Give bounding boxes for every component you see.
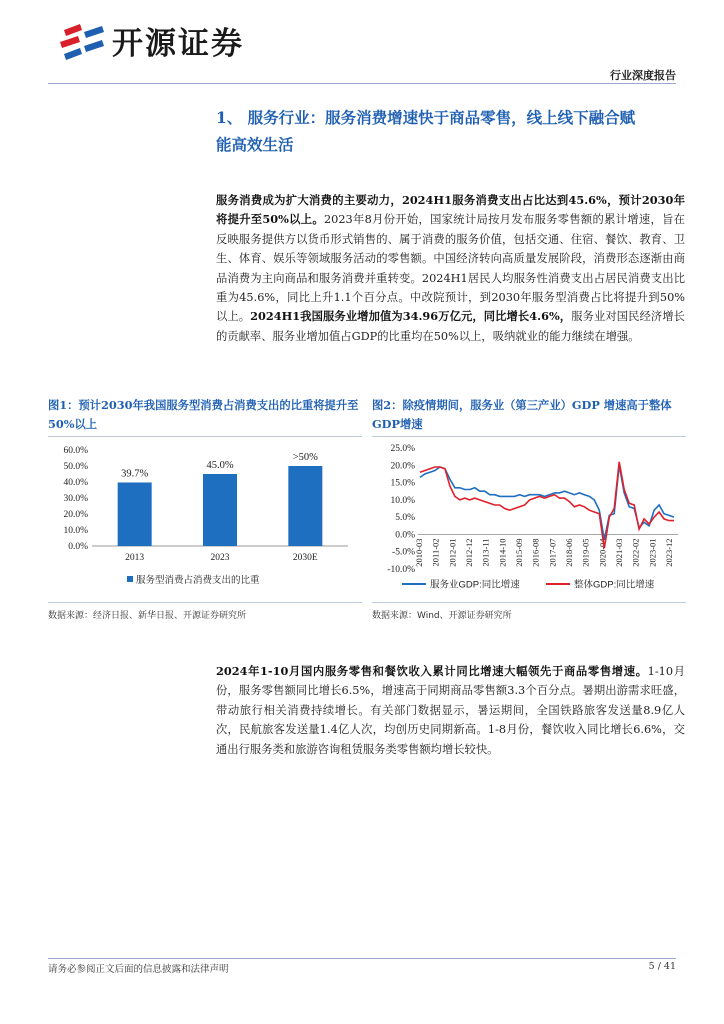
y-tick-label: 5.0% xyxy=(395,513,415,524)
x-tick-label: 2014-10 xyxy=(497,538,508,567)
figure2-line-chart xyxy=(372,438,686,598)
data-label: >50% xyxy=(292,452,318,463)
y-tick-label: 25.0% xyxy=(390,444,415,454)
legend-swatch xyxy=(127,576,133,582)
paragraph-body: 2023年8月份开始，国家统计局按月发布服务零售额的累计增速，旨在反映服务提供方以货币形式销售的、属于消费的服务价值，包括交通、住宿、餐饮、教育、卫生、体育、娱乐等领域服务活动的零售额。中国经济转向高质量发展阶段，消费形态逐渐由商品消费为主向商品和服务消费并重转变。2024H1居民人均服务性消费支出占居民消费支出比重为45.6%，同比上升1.1个百分点。中改院预计，到2030年服务型消费占比将提升到50%以上。 xyxy=(216,213,685,324)
section-title: 1、 服务行业：服务消费增速快于商品零售，线上线下融合赋 xyxy=(216,108,636,127)
paragraph-service-consumption xyxy=(216,191,685,346)
header-divider xyxy=(48,83,676,84)
legend-label: 服务业GDP:同比增速 xyxy=(430,579,520,591)
x-tick-label: 2016-08 xyxy=(530,538,541,567)
disclaimer-note: 请务必参阅正文后面的信息披露和法律声明 xyxy=(48,964,229,975)
report-type-label: 行业深度报告 xyxy=(610,69,676,82)
legend-label: 整体GDP:同比增速 xyxy=(574,579,655,591)
x-tick-label: 2023-01 xyxy=(647,538,658,567)
figure1-bottom-rule xyxy=(48,602,362,603)
logo-text: 开源证券 xyxy=(112,26,244,62)
footer-divider xyxy=(48,958,676,959)
data-label: 39.7% xyxy=(121,468,149,480)
section-title-continued: 能高效生活 xyxy=(216,135,294,154)
x-tick-label: 2023-12 xyxy=(664,538,674,567)
bar xyxy=(203,474,237,546)
series-line xyxy=(420,465,674,539)
bar xyxy=(118,482,152,546)
page-number: 5 / 41 xyxy=(648,961,676,972)
y-tick-label: 10.0% xyxy=(390,495,415,506)
series-line xyxy=(420,462,674,549)
figure1-source: 数据来源：经济日报、新华日报、开源证券研究所 xyxy=(48,611,247,621)
paragraph-lead: 服务消费成为扩大消费的主要动力，2024H1服务消费支出占比达到45.6%，预计2030年将提升至50%以上。 xyxy=(216,193,685,227)
x-tick-label: 2012-12 xyxy=(464,538,474,567)
paragraph-highlight: 2024H1我国服务业增加值为34.96万亿元，同比增长4.6%， xyxy=(250,309,572,324)
x-tick-label: 2012-01 xyxy=(447,538,458,567)
x-tick-label: 2020-04 xyxy=(597,538,608,567)
y-tick-label: 10.0% xyxy=(63,526,88,536)
figure2-top-rule xyxy=(372,436,686,437)
figure2-source: 数据来源：Wind、开源证券研究所 xyxy=(372,611,512,621)
y-tick-label: 20.0% xyxy=(390,461,415,472)
figure2-bottom-rule xyxy=(372,602,686,603)
y-tick-label: 0.0% xyxy=(395,530,415,541)
y-tick-label: 40.0% xyxy=(63,478,88,488)
figure1-top-rule xyxy=(48,436,362,437)
x-tick-label: 2015-09 xyxy=(514,538,524,567)
x-tick-label: 2023 xyxy=(210,553,230,563)
figure2-title: 图2：除疫情期间，服务业（第三产业）GDP 增速高于整体GDP增速 xyxy=(372,398,672,431)
figure1-bar-chart xyxy=(48,438,362,598)
x-tick-label: 2013 xyxy=(125,553,145,563)
y-tick-label: 0.0% xyxy=(68,542,88,552)
x-tick-label: 2019-05 xyxy=(580,538,591,567)
y-tick-label: 60.0% xyxy=(63,446,88,456)
bar xyxy=(288,466,322,546)
y-tick-label: 50.0% xyxy=(63,462,88,472)
x-tick-label: 2030E xyxy=(292,553,318,563)
x-tick-label: 2022-02 xyxy=(630,538,641,567)
paragraph-lead: 2024年1-10月国内服务零售和餐饮收入累计同比增速大幅领先于商品零售增速。 xyxy=(216,664,648,678)
paragraph-retail-growth xyxy=(216,662,685,759)
x-tick-label: 2017-07 xyxy=(547,538,558,567)
y-tick-label: -10.0% xyxy=(387,565,415,575)
x-tick-label: 2013-11 xyxy=(480,538,491,567)
x-tick-label: 2018-06 xyxy=(564,538,574,567)
y-tick-label: -5.0% xyxy=(392,547,415,558)
figure1-title: 图1：预计2030年我国服务型消费占消费支出的比重将提升至50%以上 xyxy=(48,398,359,431)
x-tick-label: 2021-03 xyxy=(614,538,624,567)
x-tick-label: 2011-02 xyxy=(430,538,441,567)
data-label: 45.0% xyxy=(206,460,234,471)
x-tick-label: 2010-03 xyxy=(414,538,424,567)
y-tick-label: 20.0% xyxy=(63,510,88,520)
paragraph-body: 1-10月份，服务零售额同比增长6.5%，增速高于同期商品零售额3.3个百分点。暑期出游需求旺盛，带动旅行相关消费持续增长。有关部门数据显示，暑运期间，全国铁路旅客发送量8.9亿人次，民航旅客发送量1.4亿人次，均创历史同期新高。1-8月份，餐饮收入同比增长6.6%，交通出行服务类和旅游咨询租赁服务类零售额均增长较快。 xyxy=(216,665,685,756)
paragraph-tail: 服务业对国民经济增长的贡献率、服务业增加值占GDP的比重均在50%以上，吸纳就业的能力继续在增强。 xyxy=(216,310,685,343)
y-tick-label: 15.0% xyxy=(390,478,415,489)
logo-mark-icon xyxy=(58,22,106,64)
legend-label: 服务型消费占消费支出的比重 xyxy=(136,575,260,586)
y-tick-label: 30.0% xyxy=(63,494,88,504)
